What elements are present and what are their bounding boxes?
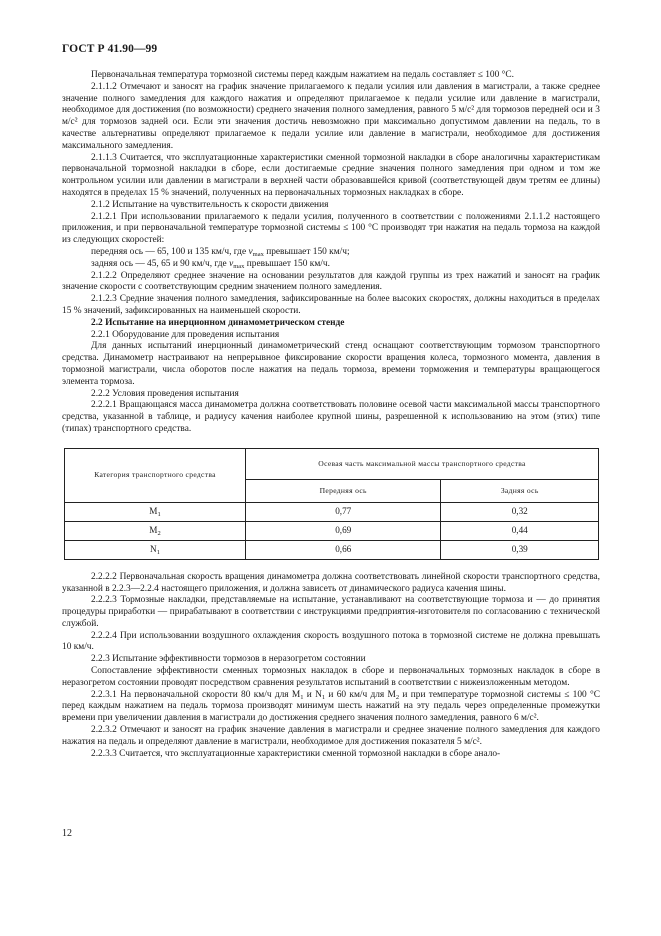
- section-heading: 2.2 Испытание на инерционном динамометрическом стенде: [91, 317, 345, 328]
- paragraph: 2.2.1 Оборудование для проведения испытания: [91, 329, 280, 340]
- paragraph: Для данных испытаний инерционный динамометрический стенд оснащают соответствующим тормозом транспортного средства. Динамометр настраивают на непрерывное фиксирование скорости вращения колеса, тормозного момента, давления в тормозной магистрали, числа оборотов после нажатия на педаль тормоза, времени торможения и температуры вращающегося элемента тормоза.: [62, 341, 600, 387]
- paragraph-2-2-3-1: 2.2.3.1 На первоначальной скорости 80 км/ч для $M_1$ и $N_1$ и 60 км/ч для $M_2$ и при температуре тормозной системы ≤ 100 °С перед каждым нажатием на педаль тормоза производят минимум шесть нажатий на эту педаль через определенные промежутки времени при увеличении давления в магистрали до достижения среднего значения полного замедления, равного 6 м/с².: [62, 689, 601, 724]
- paragraph: 2.2.3 Испытание эффективности тормозов в неразогретом состоянии: [91, 654, 366, 665]
- table-row: [65, 502, 599, 521]
- table-cell-category: $N_1$: [65, 540, 246, 559]
- paragraph: 2.1.2 Испытание на чувствительность к скорости движения: [91, 199, 329, 210]
- table-cell-front: 0,66: [246, 540, 441, 559]
- paragraph: 2.2.2 Условия проведения испытания: [91, 388, 239, 399]
- table-header-category: Категория транспортного средства: [65, 448, 246, 502]
- speed-line-front: передняя ось — 65, 100 и 135 км/ч, где $v_{max}$ превышает 150 км/ч;: [91, 246, 350, 258]
- table-header-rear: Задняя ось: [441, 479, 599, 502]
- paragraph: Сопоставление эффективности сменных тормозных накладок в сборе и первоначальных тормозных накладок в сборе в неразогретом состоянии проводят посредством сравнения результатов испытаний в соответствии с нижеизложенным методом.: [62, 666, 600, 688]
- table-header-front: Передняя ось: [246, 479, 441, 502]
- table-cell-front: 0,77: [246, 502, 441, 521]
- page-number: 12: [62, 828, 72, 839]
- paragraph: 2.2.3.3 Считается, что эксплуатационные характеристики сменной тормозной накладки в сборе анало-: [91, 748, 501, 759]
- paragraph: 2.2.2.1 Вращающаяся масса динамометра должна соответствовать половине осевой части максимальной массы транспортного средства, указанной в таблице, и радиусу качения наиболее крупной шины, разрешенной к использованию на этом (этих) типе (типах) транспортного средства.: [62, 400, 600, 434]
- document-body: [62, 70, 600, 760]
- paragraph: 2.1.1.3 Считается, что эксплуатационные характеристики сменной тормозной накладки в сборе аналогичны характеристикам первоначальной тормозной накладки в сборе, если достигаемые средние значения полного замедления при одном и том же контрольном усилии или давлении в магистрали в верхней части образовавшейся кривой (соответствующей двум третям ее длины) находятся в пределах 15 % значений, полученных на первоначальных тормозных накладках в сборе.: [62, 152, 600, 198]
- paragraph: Первоначальная температура тормозной системы перед каждым нажатием на педаль составляет ≤ 100 °С.: [91, 70, 514, 80]
- paragraph: 2.2.2.4 При использовании воздушного охлаждения скорость воздушного потока в тормозной системе не должна превышать 10 км/ч.: [62, 630, 600, 653]
- table-cell-rear: 0,32: [441, 502, 599, 521]
- speed-line-rear: задняя ось — 45, 65 и 90 км/ч, где $v_{max}$ превышает 150 км/ч.: [91, 258, 330, 270]
- paragraph: 2.1.2.3 Средние значения полного замедления, зафиксированные на более высоких скоростях, должны находиться в пределах 15 % значений, зафиксированных на наименьшей скорости.: [62, 294, 600, 316]
- document-header: ГОСТ Р 41.90—99: [62, 43, 158, 55]
- table-header-group: Осевая часть максимальной массы транспортного средства: [246, 448, 599, 479]
- paragraph: 2.1.1.2 Отмечают и заносят на график значение прилагаемого к педали усилия или давления в магистрали, а также среднее значение полного замедления для каждого нажатия и определяют прилагаемое к педали усилие или давление в магистрали, необходимое для достижения (по возможности) среднего значения полного замедления, равного 5 м/с² для тормозов передней оси и 3 м/с² для тормозов задней оси. Если эти значения достичь невозможно при максимально допустимом давлении на педаль, то в качестве альтернативы определяют прилагаемое к педали усилие или давление в магистрали, необходимое для достижения максимального замедления.: [62, 81, 600, 151]
- paragraph: 2.2.3.2 Отмечают и заносят на график значение давления в магистрали и среднее значение полного замедления для каждого нажатия на педаль и определяют давление в магистрали, необходимое для достижения показателя 5 м/с².: [62, 725, 600, 747]
- paragraph: 2.2.2.2 Первоначальная скорость вращения динамометра должна соответствовать линейной скорости транспортного средства, указанной в 2.2.3—2.2.4 настоящего приложения, и должна зависеть от динамического радиуса качения шины.: [62, 571, 600, 594]
- paragraph: 2.1.2.1 При использовании прилагаемого к педали усилия, полученного в соответствии с положениями 2.1.1.2 настоящего приложения, и при первоначальной температуре тормозной системы ≤ 100 °С производят три нажатия на педаль тормоза на каждой из следующих скоростей:: [62, 211, 600, 246]
- table-row: [65, 521, 599, 540]
- table-cell-front: 0,69: [246, 521, 441, 540]
- mass-table: [64, 448, 599, 560]
- table-cell-rear: 0,39: [441, 540, 599, 559]
- table-cell-rear: 0,44: [441, 521, 599, 540]
- paragraph: 2.1.2.2 Определяют среднее значение на основании результатов для каждой группы из трех нажатий и заносят на график значение скорости с соответствующим средним значением полного замедления.: [62, 270, 600, 293]
- paragraph: 2.2.2.3 Тормозные накладки, представляемые на испытание, устанавливают на соответствующие тормоза и — до принятия процедуры приработки — прирабатывают в соответствии с инструкциями предприятия-изготовителя по согласованию с технической службой.: [62, 595, 600, 629]
- table-row: [65, 540, 599, 559]
- table-cell-category: $M_2$: [65, 521, 246, 540]
- table-cell-category: $M_1$: [65, 502, 246, 521]
